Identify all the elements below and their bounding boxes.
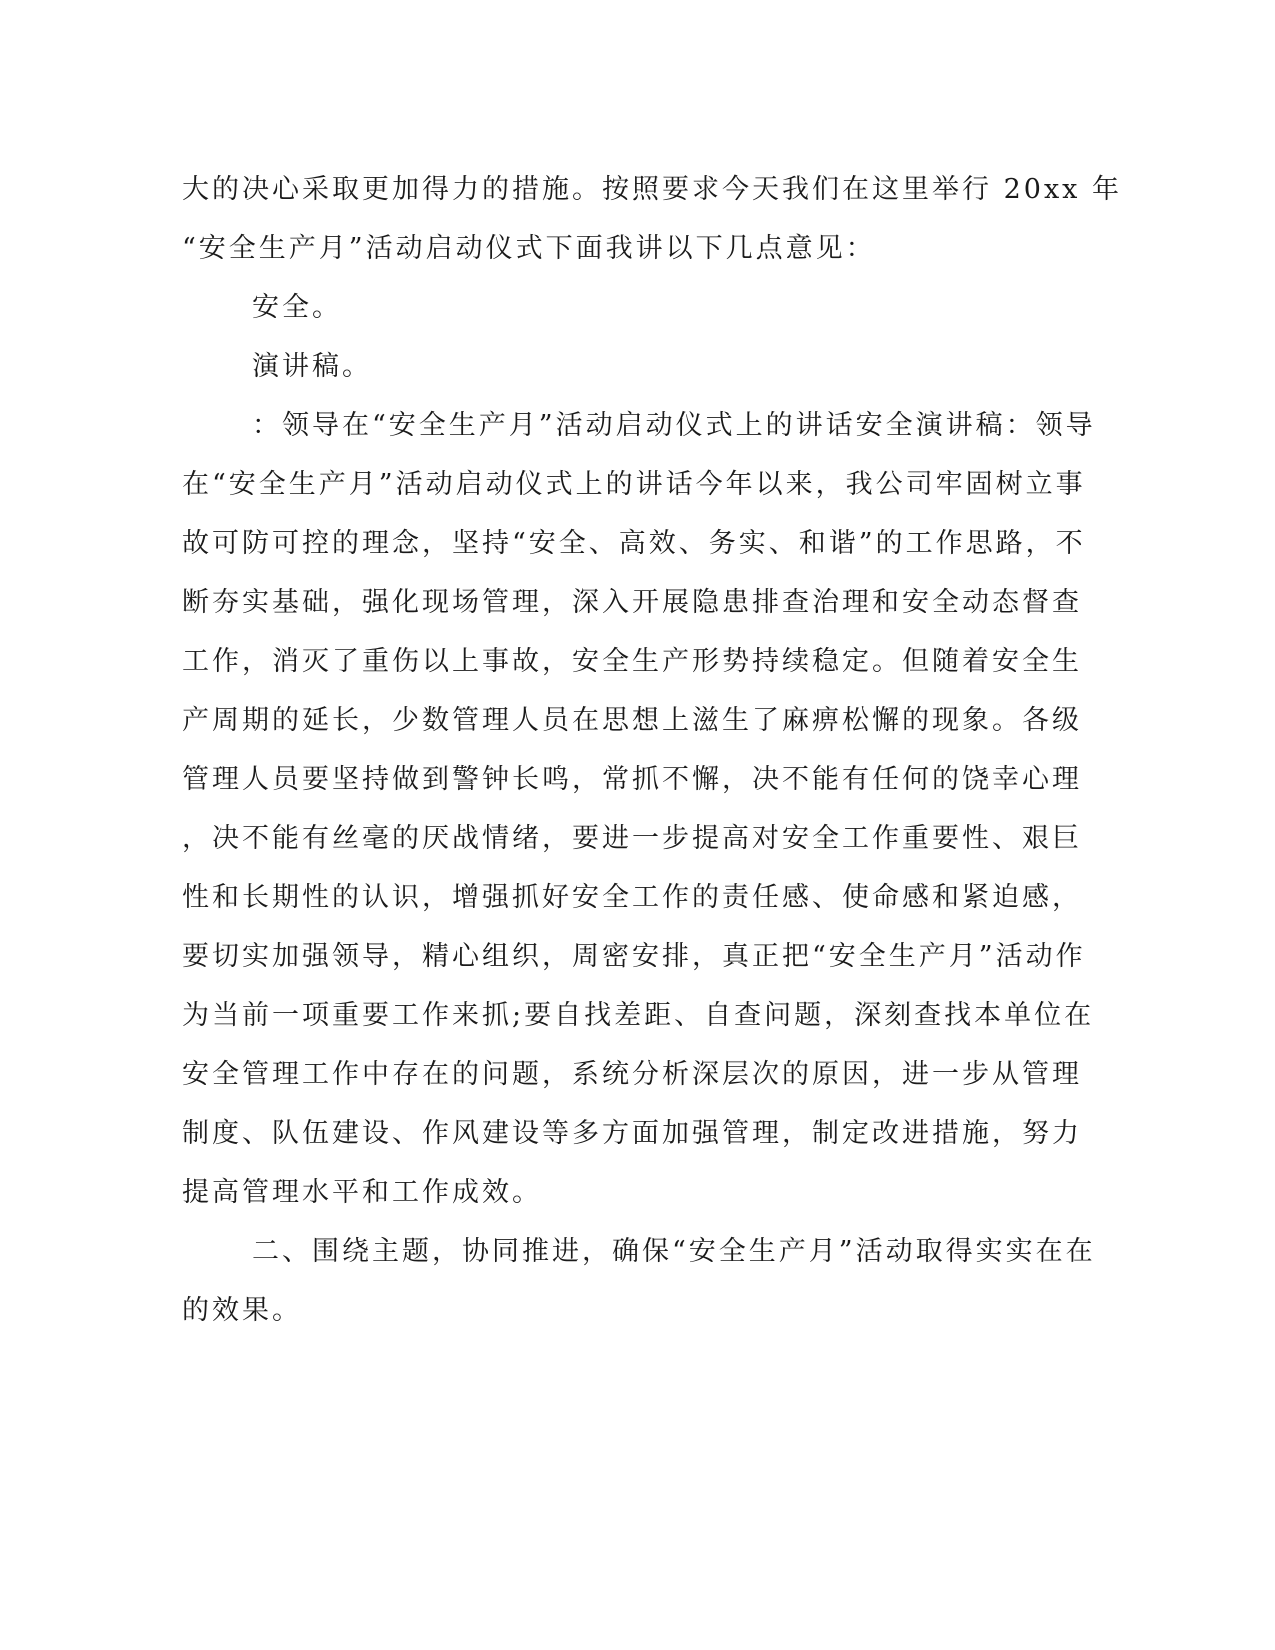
text-line: 提高管理水平和工作成效。 [182,1177,542,1208]
paragraph-section-two [182,1222,1096,1340]
text-line: 为当前一项重要工作来抓;要自找差距、自查问题，深刻查找本单位在 [182,1000,1095,1031]
text-line: “安全生产月”活动启动仪式下面我讲以下几点意见： [182,233,876,264]
text-line: ，决不能有丝毫的厌战情绪，要进一步提高对安全工作重要性、艰巨 [182,823,1082,854]
text-line: 的效果。 [182,1295,302,1326]
text-line: 要切实加强领导，精心组织，周密安排，真正把“安全生产月”活动作 [182,941,1086,972]
section-heading-line: 二、围绕主题，协同推进，确保“安全生产月”活动取得实实在在 [252,1236,1096,1267]
text-line: 演讲稿。 [252,351,372,382]
text-line: 制度、队伍建设、作风建设等多方面加强管理，制定改进措施，努力 [182,1118,1082,1149]
text-line: 断夯实基础，强化现场管理，深入开展隐患排查治理和安全动态督查 [182,587,1082,618]
paragraph-safety [182,278,1042,337]
text-line: 安全。 [252,292,342,323]
document-body [182,160,1122,1340]
paragraph-intro [182,160,1122,278]
text-line: 安全管理工作中存在的问题，系统分析深层次的原因，进一步从管理 [182,1059,1082,1090]
paragraph-main [182,396,1096,1222]
text-line: ：领导在“安全生产月”活动启动仪式上的讲话安全演讲稿：领导 [252,410,1096,441]
text-line: 故可防可控的理念，坚持“安全、高效、务实、和谐”的工作思路，不 [182,528,1086,559]
text-line: 大的决心采取更加得力的措施。按照要求今天我们在这里举行 20xx 年 [182,174,1122,205]
paragraph-speech [182,337,1042,396]
text-line: 在“安全生产月”活动启动仪式上的讲话今年以来，我公司牢固树立事 [182,469,1086,500]
text-line: 产周期的延长，少数管理人员在思想上滋生了麻痹松懈的现象。各级 [182,705,1082,736]
text-line: 管理人员要坚持做到警钟长鸣，常抓不懈，决不能有任何的饶幸心理 [182,764,1082,795]
text-line: 工作，消灭了重伤以上事故，安全生产形势持续稳定。但随着安全生 [182,646,1082,677]
text-line: 性和长期性的认识，增强抓好安全工作的责任感、使命感和紧迫感， [182,882,1082,913]
